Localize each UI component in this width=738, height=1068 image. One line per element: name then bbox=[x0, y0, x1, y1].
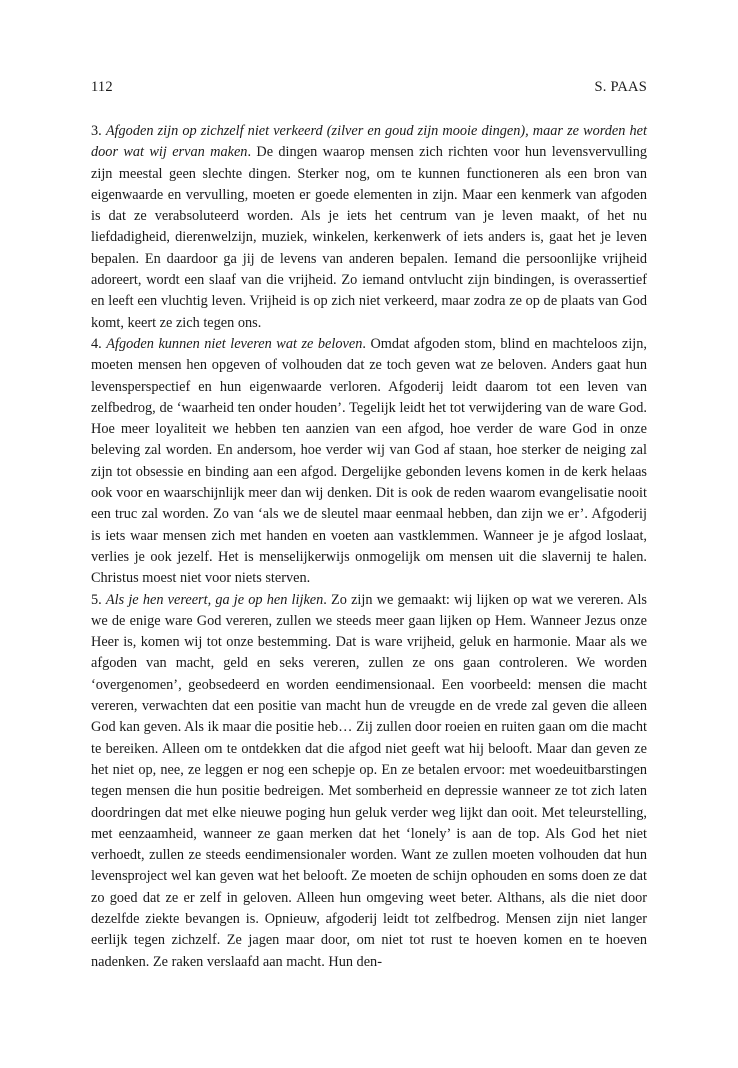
point-heading: Afgoden zijn op zichzelf niet verkeerd (zilver en goud zijn mooie dingen), maar ze worden het door wat wij ervan maken bbox=[91, 123, 647, 161]
running-head-author: S. PAAS bbox=[594, 79, 647, 95]
book-page bbox=[91, 78, 647, 973]
point-number: 4. bbox=[91, 335, 102, 352]
paragraph-point-3 bbox=[91, 121, 647, 334]
point-body: . Omdat afgoden stom, blind en machteloos zijn, moeten mensen hen opgeven of volhouden dat ze toch geven wat ze beloven. Anders gaat hun levensperspectief en hun eigenwaarde verloren. Afgoderij leidt daarom tot een leven van zelfbedrog, de ‘waarheid ten onder houden’. Tegelijk leidt het tot verwijdering van de ware God. Hoe meer loyaliteit we hebben ten aanzien van een afgod, hoe verder de ware God in onze beleving zal worden. En andersom, hoe verder wij van God af staan, hoe sterker de neiging zal zijn tot obsessie en binding aan een afgod. Dergelijke gebonden levens komen in de kerk helaas ook voor en waarschijnlijk meer dan wij denken. Dit is ook de reden waarom evangelisatie nooit een truc zal worden. Zo van ‘als we de sleutel maar eenmaal hebben, dan zijn we er’. Afgoderij is iets waar mensen zich met handen en voeten aan vastklemmen. Wanneer je je afgod loslaat, verlies je ook jezelf. Het is menselijkerwijs onmogelijk om mensen uit die slavernij te halen. Christus moest niet voor niets sterven. bbox=[91, 335, 647, 587]
point-body: . De dingen waarop mensen zich richten voor hun levensvervulling zijn meestal geen slechte dingen. Sterker nog, om te kunnen functioneren als een bron van eigenwaarde en vervulling, moeten er goede elementen in zijn. Maar een kenmerk van afgoden is dat ze verabsoluteerd worden. Als je iets het centrum van je leven maakt, of het nu liefdadigheid, dierenwelzijn, muziek, winkelen, kerkenwerk of iets anders is, gaat het je leven bepalen. En daardoor ga jij de levens van anderen bepalen. Iemand die persoonlijke vrijheid adoreert, wordt een slaaf van die vrijheid. Zo iemand ontvlucht zijn bindingen, is overassertief en leeft een vluchtig leven. Vrijheid is op zich niet verkeerd, maar zodra ze op de plaats van God komt, keert ze zich tegen ons. bbox=[91, 144, 647, 331]
body-text bbox=[91, 121, 647, 973]
paragraph-point-4 bbox=[91, 334, 647, 590]
point-heading: Afgoden kunnen niet leveren wat ze beloven bbox=[106, 335, 363, 352]
paragraph-point-5 bbox=[91, 590, 647, 973]
point-number: 5. bbox=[91, 591, 102, 608]
point-number: 3. bbox=[91, 123, 102, 139]
point-body: . Zo zijn we gemaakt: wij lijken op wat we vereren. Als we de enige ware God vereren, zullen we steeds meer gaan lijken op Hem. Wanneer Jezus onze Heer is, komen wij tot onze bestemming. Dat is ware vrijheid, geluk en harmonie. Maar als we afgoden van macht, geld en seks vereren, zullen ze ons gaan controleren. We worden ‘overgenomen’, geobsedeerd en worden eendimensionaal. Een voorbeeld: mensen die macht vereren, verwachten dat een positie van macht hun de vreugde en de vrede zal geven die alleen God kan geven. Als ik maar die positie heb… Zij zullen door roeien en ruiten gaan om die macht te bereiken. Alleen om te ontdekken dat die afgod niet geeft wat hij belooft. Maar dan geven ze het niet op, nee, ze leggen er nog een schepje op. En ze betalen ervoor: met woedeuitbarstingen tegen mensen die hun positie bedreigen. Met somberheid en depressie wanneer ze tot zich laten doordringen dat met elke nieuwe poging hun geluk verder weg lijkt dan ooit. Met teleurstelling, met eenzaamheid, wanneer ze gaan merken dat het ‘lonely’ is aan de top. Als God het niet verhoedt, zullen ze steeds eendimensionaler worden. Want ze zullen moeten volhouden dat hun levensproject wel kan geven wat het belooft. Ze moeten de schijn ophouden en soms doen ze dat zo goed dat ze er zelf in geloven. Alleen hun omgeving weet beter. Althans, als die niet door dezelfde ziekte bevangen is. Opnieuw, afgoderij leidt tot zelfbedrog. Mensen zijn niet langer eerlijk tegen zichzelf. Ze jagen maar door, om niet tot rust te hoeven komen en te hoeven nadenken. Ze raken verslaafd aan macht. Hun den- bbox=[91, 591, 647, 970]
page-number: 112 bbox=[91, 79, 113, 95]
point-heading: Als je hen vereert, ga je op hen lijken bbox=[105, 591, 324, 608]
running-head bbox=[91, 78, 647, 96]
